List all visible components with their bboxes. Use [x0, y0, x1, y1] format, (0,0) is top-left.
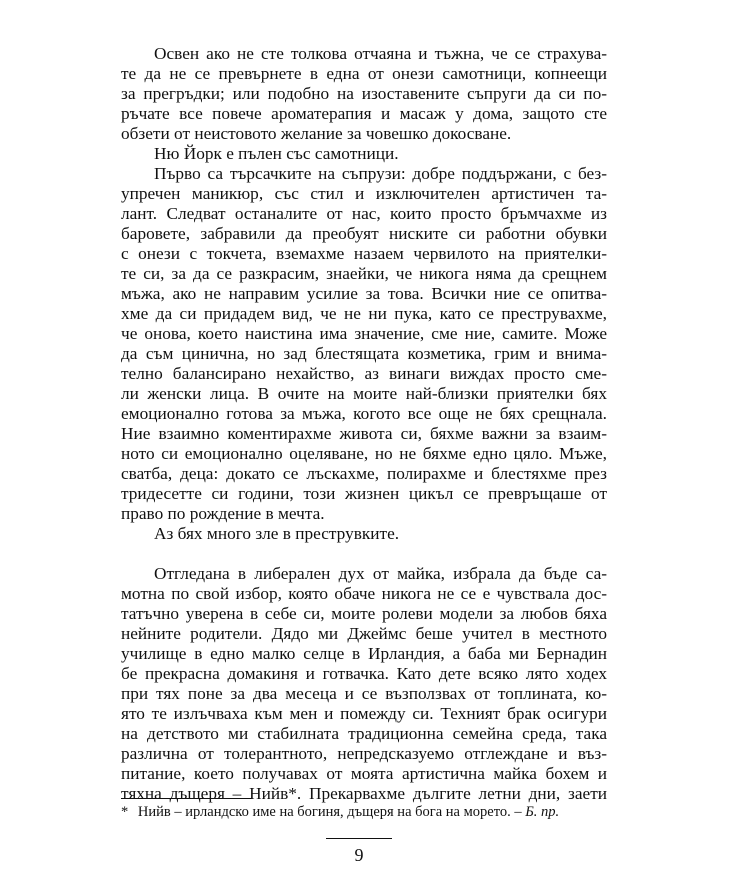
page-number-rule	[326, 838, 392, 839]
footnote-marker: *	[121, 804, 129, 820]
footnote-attribution: Б. пр.	[525, 804, 560, 820]
text-line: тяхна дъщеря – Нийв*. Прекарвахме дългите летни дни, заети	[121, 784, 607, 803]
text-line: на детството ми стабилната традиционна семейна среда, така	[121, 724, 607, 743]
text-line: Освен ако не сте толкова отчаяна и тъжна, че се страхува-	[154, 44, 607, 63]
text-line: с онези с токчета, вземахме назаем червилото на приятелки-	[121, 244, 607, 263]
text-line: баровете, забравили да преобуят ниските си работни обувки	[121, 224, 607, 243]
page-number: 9	[354, 845, 364, 865]
text-line: ли женски лица. В очите на моите най-близки приятелки бях	[121, 384, 607, 403]
text-line: ято те излъчваха към мен и помежду си. Техният брак осигури	[121, 704, 607, 723]
text-line: лант. Следват останалите от нас, които просто бръмчахме из	[121, 204, 607, 223]
text-line: Аз бях много зле в преструвките.	[154, 524, 400, 543]
text-line: Първо са търсачките на съпрузи: добре поддържани, с без-	[154, 164, 607, 183]
text-line: упречен маникюр, със стил и изключителен артистичен та-	[121, 184, 607, 203]
text-line: бе прекрасна домакиня и готвачка. Като дете всяко лято ходех	[121, 664, 607, 683]
footnote	[121, 803, 607, 821]
text-line: Ние взаимно коментирахме живота си, бяхме важни за взаим-	[121, 424, 607, 443]
text-line: обзети от неистовото желание за човешко докосване.	[121, 124, 512, 143]
text-line: те да не се превърнете в една от онези самотници, копнеещи	[121, 64, 607, 83]
text-line: мотна по свой избор, която обаче никога не се е чувствала дос-	[121, 584, 607, 603]
text-line: за прегръдки; или подобно на изоставените съпруги да си по-	[121, 84, 607, 103]
text-line: нейните родители. Дядо ми Джеймс беше учител в местното	[121, 624, 607, 643]
text-line: училище в едно малко селце в Ирландия, а баба ми Бернадин	[121, 644, 607, 663]
footnote-text: Нийв – ирландско име на богиня, дъщеря на бога на морето. –	[137, 804, 522, 820]
text-line: при тях поне за два месеца и се възползвах от топлината, ко-	[121, 684, 607, 703]
text-line: питание, което получавах от моята артистична майка бохем и	[121, 764, 607, 783]
footnote-divider	[121, 798, 251, 799]
text-line: да съм цинична, но зад блестящата козметика, грим и внима-	[121, 344, 607, 363]
text-line: те си, за да се разкрасим, знаейки, че никога няма да срещнем	[121, 264, 607, 283]
text-line: телно балансирано нехайство, аз винаги виждах просто сме-	[121, 364, 607, 383]
text-line: Ню Йорк е пълен със самотници.	[154, 144, 399, 163]
text-line: емоционално готова за мъжа, когото все още не бях срещнала.	[121, 404, 607, 423]
text-line: право по рождение в мечта.	[121, 504, 325, 523]
text-line: хме да си придадем вид, че не ни пука, като се преструвахме,	[121, 304, 607, 323]
text-line: различна от толерантното, непредсказуемо отглеждане и въз-	[121, 744, 607, 763]
text-line: ното си емоционално оцеляване, но не бяхме едно цяло. Мъже,	[121, 444, 607, 463]
text-line: мъжа, ако не направим усилие за това. Всички ние се опитва-	[121, 284, 607, 303]
text-line: татъчно уверена в себе си, моите ролеви модели за любов бяха	[121, 604, 607, 623]
text-line: Отгледана в либерален дух от майка, избрала да бъде са-	[154, 564, 607, 583]
text-line: ръчате все повече ароматерапия и масаж у дома, защото сте	[121, 104, 607, 123]
text-line: сватба, деца: докато се лъскахме, полирахме и блестяхме през	[121, 464, 607, 483]
text-line: тридесетте си години, този жизнен цикъл се превръщаше от	[121, 484, 607, 503]
text-line: че онова, което наистина има значение, сме ние, самите. Може	[121, 324, 607, 343]
